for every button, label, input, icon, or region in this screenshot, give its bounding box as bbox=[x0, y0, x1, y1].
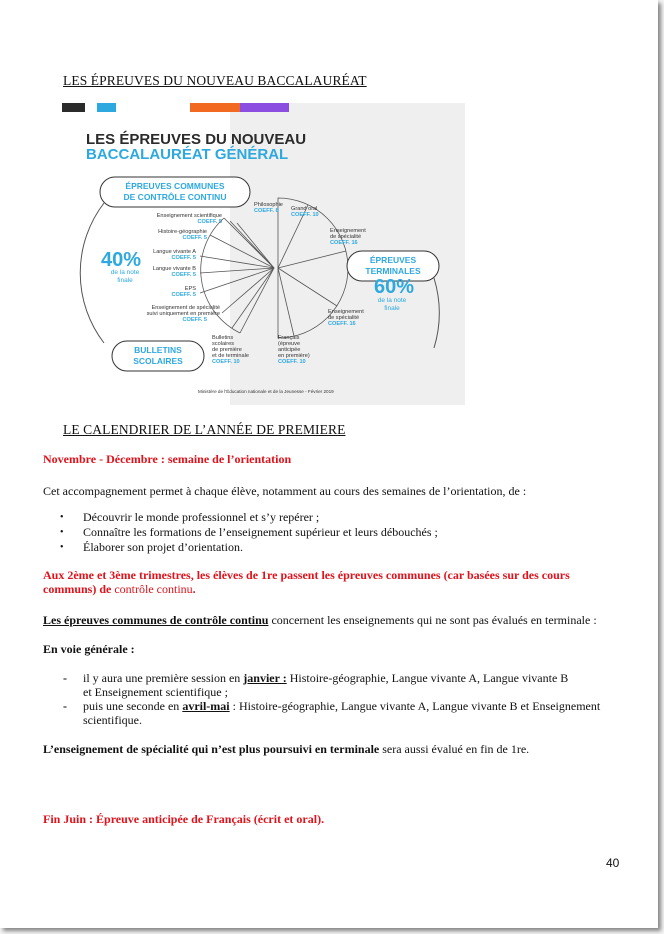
spe2-line1: Enseignement bbox=[328, 309, 364, 315]
novembre-heading: Novembre - Décembre : semaine de l’orientation bbox=[43, 452, 292, 466]
left-item-name2-5: suivi uniquement en première bbox=[146, 311, 220, 317]
left-item-coeff-2: COEFF. 5 bbox=[171, 255, 196, 261]
cc-box-line1: ÉPREUVES COMMUNES bbox=[125, 181, 225, 191]
francais-coeff: COEFF. 10 bbox=[278, 359, 306, 365]
list-item: • Découvrir le monde professionnel et s’y repérer ; bbox=[63, 510, 438, 525]
spe1-line1: Enseignement bbox=[330, 228, 366, 234]
left-item-coeff-0: COEFF. 5 bbox=[197, 219, 222, 225]
intro-paragraph: Cet accompagnement permet à chaque élève, notamment au cours des semaines de l’orientation, de : bbox=[43, 484, 527, 498]
dash2-pre: puis une seconde en bbox=[83, 699, 183, 713]
cc-sentence-bold: Les épreuves communes de contrôle continu bbox=[43, 613, 269, 627]
section-heading-calendrier: LE CALENDRIER DE L’ANNÉE DE PREMIERE bbox=[63, 422, 346, 437]
philo-coeff: COEFF. 8 bbox=[254, 208, 279, 214]
dash1-pre: il y aura une première session en bbox=[83, 671, 244, 685]
left-item-name-3: Langue vivante B bbox=[152, 266, 196, 272]
right-pct-sub2: finale bbox=[384, 305, 400, 312]
left-item-coeff-3: COEFF. 5 bbox=[171, 272, 196, 278]
section-heading-epreuves: LES ÉPREUVES DU NOUVEAU BACCALAURÉAT bbox=[63, 73, 367, 88]
specialite-bold: L’enseignement de spécialité qui n’est plus poursuivi en terminale bbox=[43, 742, 380, 756]
trimestres-paragraph bbox=[43, 568, 613, 596]
list-item: • Élaborer son projet d’orientation. bbox=[63, 540, 438, 555]
cc-sentence bbox=[43, 613, 597, 627]
dash2-month: avril-mai bbox=[182, 699, 230, 713]
fin-juin-heading: Fin Juin : Épreuve anticipée de Français (écrit et oral). bbox=[43, 812, 325, 826]
bulletins-box-line1: BULLETINS bbox=[134, 345, 182, 355]
list-item: • Connaître les formations de l’enseignement supérieur et leurs débouchés ; bbox=[63, 525, 438, 540]
orientation-list bbox=[63, 510, 438, 555]
left-item-coeff-1: COEFF. 5 bbox=[182, 235, 207, 241]
left-item-name-1: Histoire-géographie bbox=[158, 229, 207, 235]
left-item-coeff-5: COEFF. 5 bbox=[182, 317, 207, 323]
grand-oral-coeff: COEFF. 10 bbox=[291, 212, 319, 218]
dash2-line2: scientifique. bbox=[83, 713, 142, 727]
trimestres-line2-end: . bbox=[192, 582, 196, 596]
left-pct-sub1: de la note bbox=[110, 269, 140, 276]
infographic-epreuves-bac bbox=[62, 103, 465, 405]
trimestres-line1: Aux 2ème et 3ème trimestres, les élèves de 1re passent les épreuves communes (car basées sur des cours bbox=[43, 568, 570, 582]
francais-line1: Français bbox=[278, 335, 300, 341]
cc-sentence-rest: concernent les enseignements qui ne sont pas évalués en terminale : bbox=[268, 613, 597, 627]
bulletins-coeff: COEFF. 10 bbox=[212, 359, 240, 365]
left-item-name-0: Enseignement scientifique bbox=[156, 213, 222, 219]
francais-line2: (épreuve bbox=[278, 341, 301, 347]
page-number: 40 bbox=[606, 856, 620, 870]
philo-name: Philosophie bbox=[254, 202, 283, 208]
bulletins-label-2: scolaires bbox=[212, 341, 235, 347]
dash1-post: Histoire-géographie, Langue vivante A, Langue vivante B bbox=[286, 671, 569, 685]
spe1-line2: de spécialité bbox=[330, 234, 362, 240]
left-item-name-4: EPS bbox=[184, 286, 196, 292]
bulletins-label-3: de première bbox=[212, 347, 242, 353]
infographic-title-line1: LES ÉPREUVES DU NOUVEAU bbox=[86, 131, 307, 148]
voie-generale-heading: En voie générale : bbox=[43, 642, 135, 656]
left-item-name-5: Enseignement de spécialité bbox=[151, 305, 220, 311]
dash1-line2: et Enseignement scientifique ; bbox=[83, 685, 228, 699]
spe2-coeff: COEFF. 16 bbox=[328, 321, 356, 327]
terminales-box-line2: TERMINALES bbox=[365, 266, 421, 276]
infographic-title-line2: BACCALAURÉAT GÉNÉRAL bbox=[86, 146, 289, 163]
color-strip-dark bbox=[62, 103, 85, 112]
right-pct-sub1: de la note bbox=[377, 297, 407, 304]
francais-line4: en première) bbox=[278, 353, 310, 359]
spe1-coeff: COEFF. 16 bbox=[330, 240, 358, 246]
francais-line3: anticipée bbox=[278, 347, 301, 353]
spe2-line2: de spécialité bbox=[328, 315, 360, 321]
color-strip-purple bbox=[240, 103, 289, 112]
grand-oral-name: Grand oral bbox=[291, 206, 318, 212]
dash2-post: : Histoire-géographie, Langue vivante A, Langue vivante B et Enseignement bbox=[229, 699, 601, 713]
bulletins-label-1: Bulletins bbox=[212, 335, 234, 341]
right-percentage: 60% bbox=[374, 276, 415, 298]
color-strip-cyan bbox=[97, 103, 116, 112]
dash-marker: - bbox=[63, 699, 67, 713]
specialite-rest: sera aussi évalué en fin de 1re. bbox=[379, 742, 530, 756]
bulletins-label-4: et de terminale bbox=[212, 353, 250, 359]
left-percentage: 40% bbox=[101, 249, 142, 271]
dash1-month: janvier : bbox=[243, 671, 287, 685]
color-strip-orange bbox=[190, 103, 240, 112]
dash-marker: - bbox=[63, 671, 67, 685]
trimestres-line2-bold: communs) de bbox=[43, 582, 115, 596]
left-pct-sub2: finale bbox=[117, 277, 133, 284]
infographic-credit: Ministère de l'Éducation nationale et de la Jeunesse - Février 2019 bbox=[198, 389, 334, 394]
trimestres-line2-normal: contrôle continu bbox=[114, 582, 193, 596]
cc-box-line2: DE CONTRÔLE CONTINU bbox=[123, 192, 227, 202]
terminales-box-line1: ÉPREUVES bbox=[369, 255, 417, 265]
left-item-name-2: Langue vivante A bbox=[153, 249, 196, 255]
specialite-sentence bbox=[43, 742, 529, 756]
left-item-coeff-4: COEFF. 5 bbox=[171, 292, 196, 298]
bulletins-box-line2: SCOLAIRES bbox=[133, 356, 183, 366]
